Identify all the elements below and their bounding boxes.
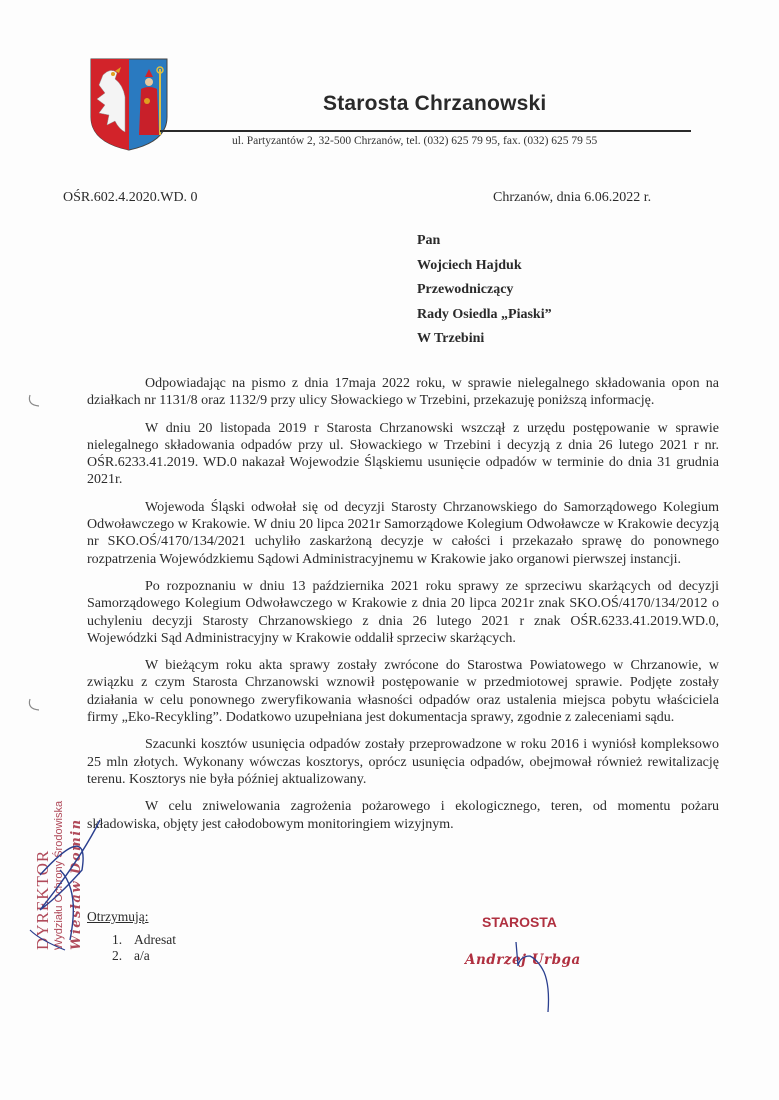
- signatory-title-stamp: STAROSTA: [482, 914, 557, 930]
- paragraph: W dniu 20 listopada 2019 r Starosta Chrzanowski wszczął z urzędu postępowanie w sprawie nielegalnego składowania odpadów przy ul. Słowackiego w Trzebini i decyzją z dnia 26 lutego 2021 r nr. OŚR.6233.41.2019. WD.0 nakazał Wojewodzie Śląskiemu usunięcie odpadów w terminie do dnia 31 grudnia 2021r.: [87, 420, 719, 488]
- list-item: 2. a/a: [112, 948, 150, 963]
- paragraph: W celu zniwelowania zagrożenia pożarowego i ekologicznego, teren, od momentu pożaru składowiska, objęty jest całodobowym monitoringiem wizyjnym.: [87, 799, 719, 832]
- paragraph: Wojewoda Śląski odwołał się od decyzji Starosty Chrzanowskiego do Samorządowego Kolegium Odwoławczego w Krakowie. W dniu 20 lipca 2021r Samorządowe Kolegium Odwoławcze w Krakowie decyzją nr SKO.OŚ/4170/134/2021 uchyliło zaskarżoną decyzje w całości i przekazało sprawę do ponownego rozpatrzenia Wojewódzkiemu Sądowi Administracyjnemu w Krakowie jako organowi pierwszej instancji.: [87, 499, 719, 567]
- coat-of-arms-icon: [89, 57, 169, 152]
- page-title: Starosta Chrzanowski: [323, 92, 547, 115]
- margin-mark-icon: [25, 697, 43, 713]
- signatory-name-stamp: Andrzej Urbga: [465, 952, 581, 968]
- letterhead-address: ul. Partyzantów 2, 32-500 Chrzanów, tel. (032) 625 79 95, fax. (032) 625 79 55: [232, 135, 598, 147]
- paragraph: Po rozpoznaniu w dniu 13 października 2021 roku sprawy ze sprzeciwu skarżących od decyzji Samorządowego Kolegium Odwoławczego w Krakowie z dnia 20 lipca 2021r znak SKO.OŚ/4170/134/2012 o uchyleniu decyzji Starosty Chrzanowskiego z dnia 26 lutego 2021 r znak OŚR.6233.41.2019.WD.0, Wojewódzki Sąd Administracyjny w Krakowie oddalił sprzeciw skarżących.: [87, 578, 719, 646]
- recipient-line: Przewodniczący: [417, 282, 514, 297]
- svg-text:Wydziału Ochrony Środowiska: Wydziału Ochrony Środowiska: [53, 800, 65, 950]
- header-divider: [160, 130, 691, 132]
- paragraph: Odpowiadając na pismo z dnia 17maja 2022 roku, w sprawie nielegalnego składowania opon na działkach nr 1131/8 oraz 1132/9 przy ulicy Słowackiego w Trzebini, przekazuję poniższą informację.: [87, 376, 719, 409]
- recipient-line: Pan: [417, 233, 441, 248]
- svg-text:DYREKTOR: DYREKTOR: [33, 849, 52, 950]
- handwritten-signature: [500, 938, 570, 1018]
- svg-text:Wiesław Domin: Wiesław Domin: [69, 818, 84, 950]
- paragraph: W bieżącym roku akta sprawy zostały zwrócone do Starostwa Powiatowego w Chrzanowie, w związku z czym Starosta Chrzanowski wznowił postępowanie w przedmiotowej sprawie. Podjęte zostały działania w celu ponownego zweryfikowania własności odpadów oraz ustalenia miejsca pobytu właściciela firmy „Eko-Recykling”. Dodatkowo uzupełniana jest dokumentacja sprawy, zgodnie z zaleceniami sądu.: [87, 658, 719, 726]
- place-date: Chrzanów, dnia 6.06.2022 r.: [493, 190, 652, 205]
- recipient-line: W Trzebini: [417, 331, 485, 346]
- margin-mark-icon: [25, 393, 43, 409]
- distribution-list: [112, 932, 176, 964]
- reference-number: OŚR.602.4.2020.WD. 0: [63, 190, 198, 205]
- distribution-label: Otrzymują:: [87, 909, 149, 924]
- recipient-line: Rady Osiedla „Piaski”: [417, 306, 552, 322]
- list-item: 1. Adresat: [112, 932, 176, 947]
- recipient-line: Wojciech Hajduk: [417, 257, 522, 273]
- letter-body: [87, 375, 719, 843]
- recipient-block: [417, 229, 552, 352]
- paragraph: Szacunki kosztów usunięcia odpadów zostały przeprowadzone w roku 2016 i wyniósł kompleksowo 25 mln złotych. Wykonany wówczas kosztorys, oprócz usunięcia odpadów, obejmował również rewitalizację terenu. Kosztorys nie była później aktualizowany.: [87, 737, 719, 787]
